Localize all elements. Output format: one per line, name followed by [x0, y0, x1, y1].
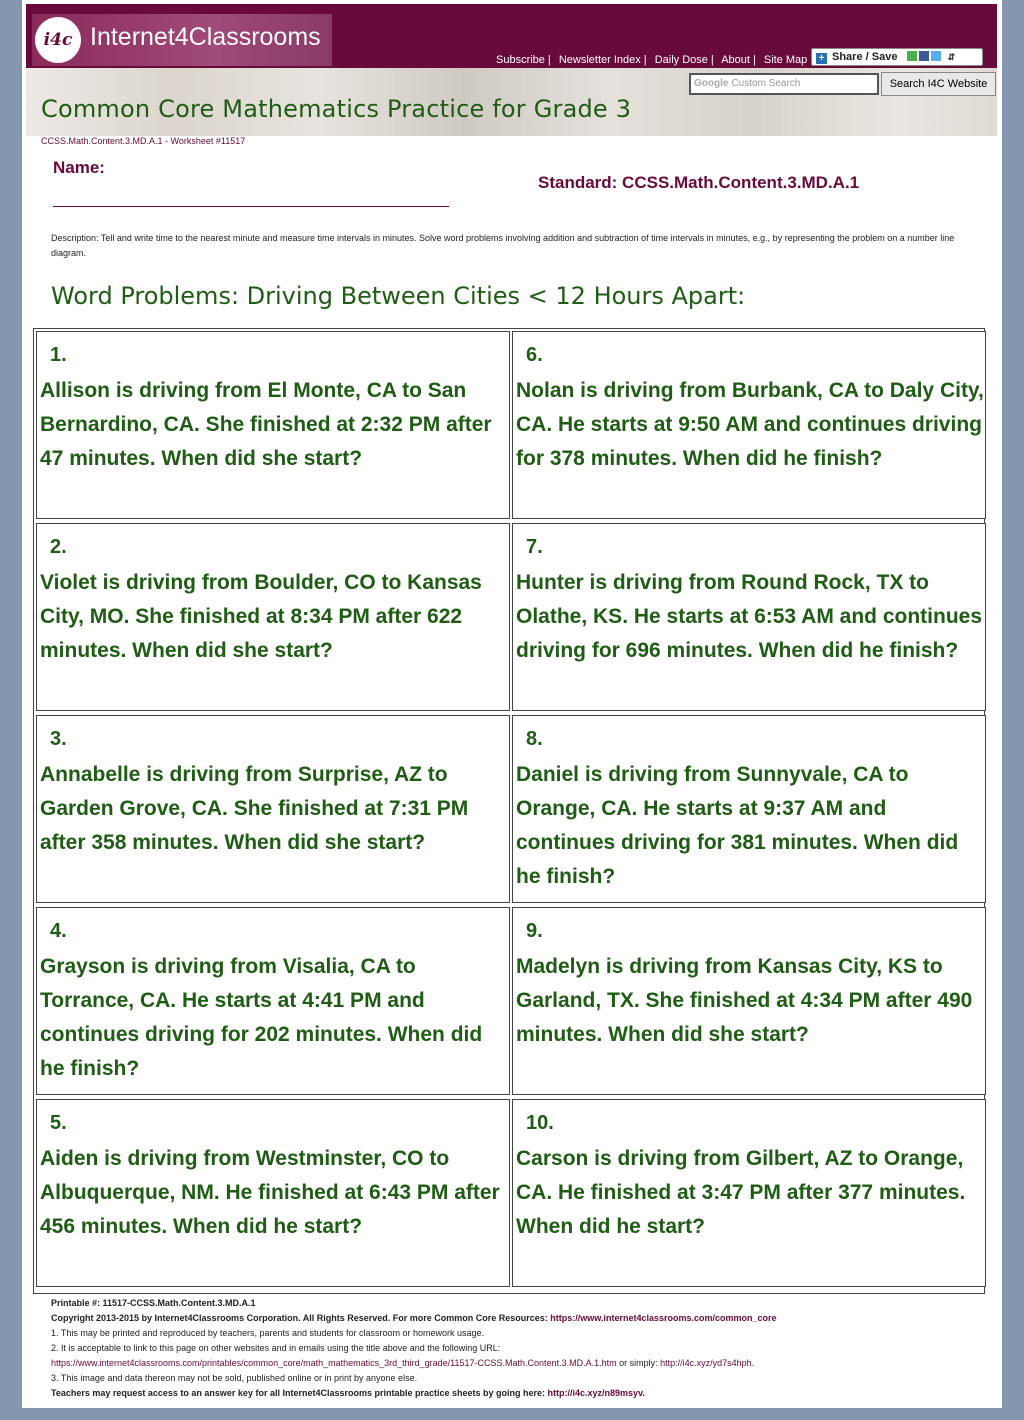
problem-text: Carson is driving from Gilbert, AZ to Orange, CA. He finished at 3:47 PM after 377 minutes. When did he start? [516, 1147, 966, 1238]
facebook-icon [919, 51, 929, 61]
problem-text: Nolan is driving from Burbank, CA to Daly City, CA. He starts at 9:50 AM and continues driving for 378 minutes. When did he finish? [516, 379, 984, 470]
problem-cell [36, 331, 510, 519]
worksheet-id: CCSS.Math.Content.3.MD.A.1 - Worksheet #11517 [41, 136, 246, 146]
problem-text: Grayson is driving from Visalia, CA to Torrance, CA. He starts at 4:41 PM and continues driving for 202 minutes. When did he finish? [40, 955, 483, 1080]
problem-cell [36, 1099, 510, 1287]
problem-number: 6. [526, 344, 543, 366]
top-nav: Subscribe | Newsletter Index | Daily Dose | About | Site Map [496, 54, 808, 66]
page [22, 0, 1002, 1408]
search-input[interactable] [689, 73, 879, 95]
problem-text: Daniel is driving from Sunnyvale, CA to Orange, CA. He starts at 9:37 AM and continues driving for 381 minutes. When did he finish? [516, 763, 959, 888]
footer [51, 1296, 991, 1401]
problem-cell [512, 715, 986, 903]
problem-cell [36, 523, 510, 711]
footer-line-3: 3. This image and data thereon may not be sold, published online or in print by anyone else. [51, 1373, 418, 1383]
name-line [53, 206, 449, 207]
problem-cell [512, 331, 986, 519]
problem-text: Madelyn is driving from Kansas City, KS to Garland, TX. She finished at 4:34 PM after 490 minutes. When did she start? [516, 955, 973, 1046]
problem-cell [512, 907, 986, 1095]
share-dropdown-icon: ⇵ [947, 52, 956, 62]
site-logo[interactable] [32, 14, 332, 66]
share-label: Share / Save [832, 51, 898, 63]
footer-short-link[interactable]: http://i4c.xyz/yd7s4hph [660, 1358, 752, 1368]
problems-grid [33, 328, 985, 1294]
footer-page-link[interactable]: https://www.internet4classrooms.com/printables/common_core/math_mathematics_3rd_third_grade/11517-CCSS.Math.Content.3.MD.A.1.htm [51, 1358, 617, 1368]
problem-number: 1. [50, 344, 67, 366]
footer-answer-key: Teachers may request access to an answer key for all Internet4Classrooms printable practice sheets by going here: [51, 1388, 548, 1398]
footer-copyright-line [51, 1311, 991, 1326]
nav-subscribe[interactable]: Subscribe [496, 54, 545, 66]
search-button[interactable]: Search I4C Website [881, 72, 996, 96]
share-save-button[interactable] [811, 48, 983, 66]
search-brand: Google [694, 78, 729, 89]
problem-number: 10. [526, 1112, 554, 1134]
problem-text: Aiden is driving from Westminster, CO to Albuquerque, NM. He finished at 6:43 PM after 456 minutes. When did he start? [40, 1147, 500, 1238]
problem-cell [36, 907, 510, 1095]
problem-text: Allison is driving from El Monte, CA to San Bernardino, CA. She finished at 2:32 PM after 47 minutes. When did she start? [40, 379, 492, 470]
problem-number: 7. [526, 536, 543, 558]
problem-text: Annabelle is driving from Surprise, AZ to Garden Grove, CA. She finished at 7:31 PM after 358 minutes. When did she start? [40, 763, 469, 854]
search-placeholder: Custom Search [731, 78, 801, 89]
problem-cell [512, 1099, 986, 1287]
nav-daily-dose[interactable]: Daily Dose [654, 54, 708, 66]
footer-line-1: 1. This may be printed and reproduced by teachers, parents and students for classroom or homework usage. [51, 1328, 485, 1338]
footer-or-simply: or simply: [616, 1358, 661, 1368]
footer-line-2: 2. It is acceptable to link to this page on other websites and in emails using the title above and the following URL: [51, 1343, 501, 1353]
logo-text: Internet4Classrooms [90, 23, 321, 51]
share-email-icon [907, 51, 917, 61]
problem-cell [512, 523, 986, 711]
twitter-icon [931, 51, 941, 61]
page-title: Common Core Mathematics Practice for Grade 3 [41, 95, 632, 123]
nav-site-map[interactable]: Site Map [763, 54, 808, 66]
problem-number: 2. [50, 536, 67, 558]
footer-common-core-link[interactable]: https://www.internet4classrooms.com/common_core [550, 1313, 777, 1323]
problem-text: Hunter is driving from Round Rock, TX to Olathe, KS. He starts at 6:53 AM and continues driving for 696 minutes. When did he finish? [516, 571, 982, 662]
standard-label: Standard: CCSS.Math.Content.3.MD.A.1 [538, 173, 860, 192]
footer-answer-key-link[interactable]: http://i4c.xyz/n89msyv [547, 1388, 643, 1398]
problem-text: Violet is driving from Boulder, CO to Kansas City, MO. She finished at 8:34 PM after 622 minutes. When did she start? [40, 571, 482, 662]
nav-about[interactable]: About [721, 54, 750, 66]
problem-number: 8. [526, 728, 543, 750]
description: Description: Tell and write time to the nearest minute and measure time intervals in minutes. Solve word problems involving addition and subtraction of time intervals in minutes, e.g., by representing the problem on a number line diagram. [51, 233, 955, 258]
problem-number: 9. [526, 920, 543, 942]
share-plus-icon: + [816, 53, 827, 64]
name-label: Name: [53, 158, 105, 177]
nav-newsletter-index[interactable]: Newsletter Index [558, 54, 641, 66]
problem-number: 3. [50, 728, 67, 750]
footer-copyright: Copyright 2013-2015 by Internet4Classrooms Corporation. All Rights Reserved. For more Common Core Resources: [51, 1313, 551, 1323]
problem-number: 5. [50, 1112, 67, 1134]
site-header [26, 4, 997, 68]
problem-cell [36, 715, 510, 903]
footer-answer-key-line: Teachers may request access to an answer key for all Internet4Classrooms printable practice sheets by going here: http://i4c.xyz/n89msyv. [51, 1388, 645, 1398]
section-heading: Word Problems: Driving Between Cities < 12 Hours Apart: [51, 282, 746, 310]
footer-printable: Printable #: 11517-CCSS.Math.Content.3.MD.A.1 [51, 1298, 256, 1308]
footer-url-line: https://www.internet4classrooms.com/printables/common_core/math_mathematics_3rd_third_grade/11517-CCSS.Math.Content.3.MD.A.1.htm or simply: http://i4c.xyz/yd7s4hph. [51, 1358, 755, 1368]
problem-number: 4. [50, 920, 67, 942]
logo-mark-icon: i4c [35, 17, 81, 63]
